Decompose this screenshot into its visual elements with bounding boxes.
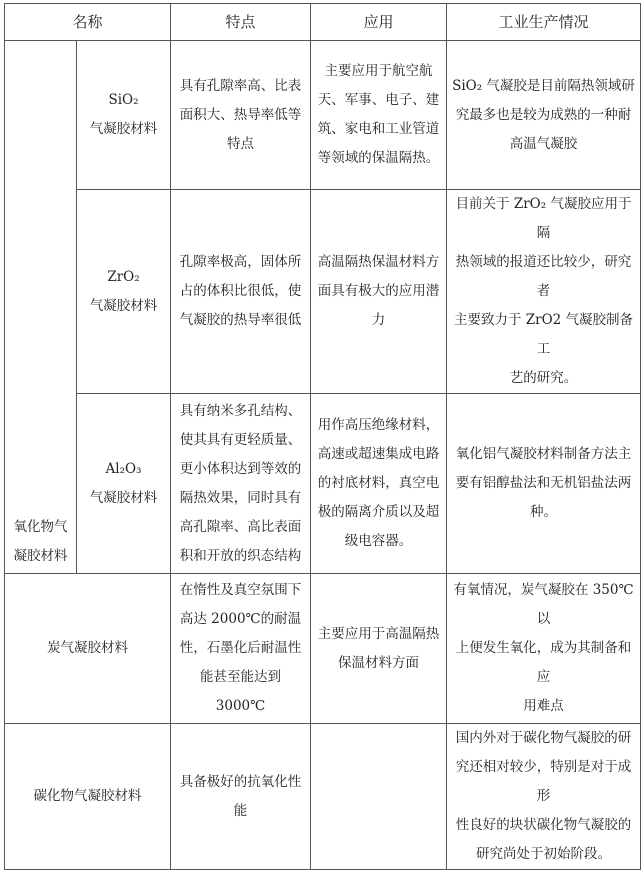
material-name: 炭气凝胶材料 — [5, 574, 171, 724]
header-industry: 工业生产情况 — [447, 4, 641, 41]
table-row — [5, 41, 641, 190]
table-row — [5, 724, 641, 870]
application-cell: 高温隔热保温材料方 面具有极大的应用潜 力 — [311, 190, 447, 394]
header-application: 应用 — [311, 4, 447, 41]
features-cell: 具有纳米多孔结构、 使其具有更轻质量、 更小体积达到等效的 隔热效果，同时具有 高孔隙率、高比表面 积和开放的织态结构 — [171, 394, 311, 574]
oxide-group-cell: 氧化物气 凝胶材料 — [5, 41, 77, 574]
application-cell: 主要应用于高温隔热 保温材料方面 — [311, 574, 447, 724]
features-cell: 在惰性及真空氛围下 高达 2000℃的耐温 性，石墨化后耐温性 能甚至能达到 3000℃ — [171, 574, 311, 724]
industry-cell: 国内外对于碳化物气凝胶的研 究还相对较少，特别是对于成形 性良好的块状碳化物气凝胶的 研究尚处于初始阶段。 — [447, 724, 641, 870]
header-features: 特点 — [171, 4, 311, 41]
material-name: Al₂O₃ 气凝胶材料 — [77, 394, 171, 574]
material-name: 碳化物气凝胶材料 — [5, 724, 171, 870]
application-cell: 用作高压绝缘材料， 高速或超速集成电路 的衬底材料，真空电 极的隔离介质以及超 级电容器。 — [311, 394, 447, 574]
material-name: SiO₂ 气凝胶材料 — [77, 41, 171, 190]
industry-cell: SiO₂ 气凝胶是目前隔热领域研 究最多也是较为成熟的一种耐 高温气凝胶 — [447, 41, 641, 190]
features-cell: 具备极好的抗氧化性 能 — [171, 724, 311, 870]
application-cell — [311, 724, 447, 870]
industry-cell: 目前关于 ZrO₂ 气凝胶应用于隔 热领域的报道还比较少，研究者 主要致力于 ZrO2 气凝胶制备工 艺的研究。 — [447, 190, 641, 394]
features-cell: 具有孔隙率高、比表 面积大、热导率低等 特点 — [171, 41, 311, 190]
header-name: 名称 — [5, 4, 171, 41]
table-row — [5, 574, 641, 724]
header-row — [5, 4, 641, 41]
aerogel-materials-table — [4, 3, 641, 870]
features-cell: 孔隙率极高，固体所 占的体积比很低，使 气凝胶的热导率很低 — [171, 190, 311, 394]
table-row — [5, 190, 641, 394]
industry-cell: 有氧情况，炭气凝胶在 350℃以 上便发生氧化，成为其制备和应 用难点 — [447, 574, 641, 724]
material-name: ZrO₂ 气凝胶材料 — [77, 190, 171, 394]
industry-cell: 氧化铝气凝胶材料制备方法主 要有铝醇盐法和无机铝盐法两 种。 — [447, 394, 641, 574]
application-cell: 主要应用于航空航 天、军事、电子、建 筑、家电和工业管道 等领域的保温隔热。 — [311, 41, 447, 190]
table-row — [5, 394, 641, 574]
